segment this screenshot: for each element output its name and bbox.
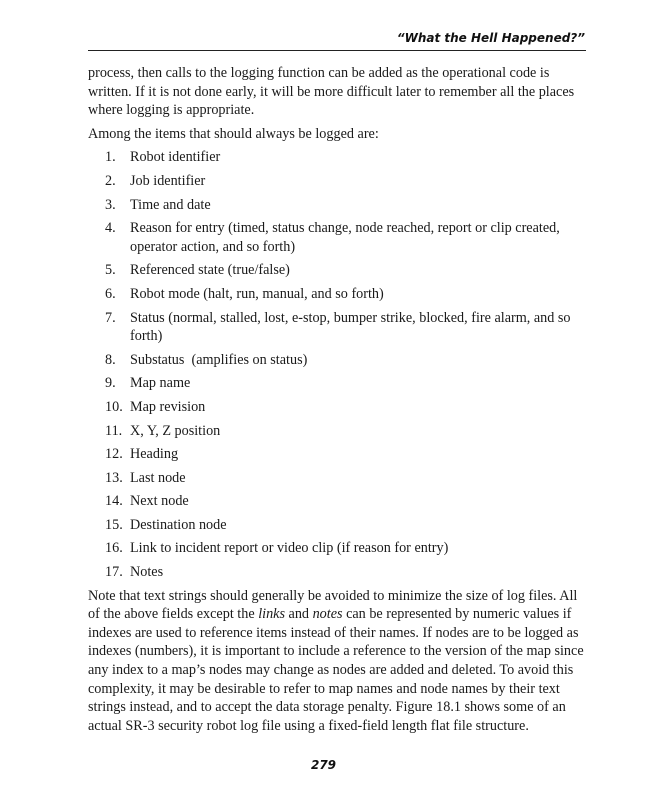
list-item-number: 12.: [105, 446, 123, 463]
intro-paragraph: process, then calls to the logging function can be added as the operational code is written. If it is not done early, it will be more difficult later to remember all the places where logging is appropriate.: [88, 65, 575, 119]
list-item-number: 6.: [105, 285, 116, 302]
list-item-number: 8.: [105, 351, 116, 368]
list-item: [88, 219, 586, 256]
page-number: 279: [310, 758, 337, 772]
list-item-text: Next node: [130, 493, 189, 510]
list-item-text: Time and date: [130, 196, 211, 213]
list-item-text: X, Y, Z position: [130, 422, 221, 439]
list-item: [88, 492, 586, 511]
list-item: [88, 445, 586, 464]
list-item-text: Job identifier: [130, 172, 206, 189]
list-item-text: Status (normal, stalled, lost, e-stop, bumper strike, blocked, fire alarm, and so forth): [130, 309, 571, 345]
list-item-text: Map revision: [130, 398, 206, 415]
list-item-number: 3.: [105, 196, 116, 213]
list-item: [88, 172, 586, 191]
closing-text-part: and: [284, 606, 313, 623]
list-item-text: Robot mode (halt, run, manual, and so forth): [130, 285, 384, 302]
list-item-text: Map name: [130, 375, 191, 392]
list-item-number: 9.: [105, 375, 116, 392]
list-item-text: Notes: [130, 564, 164, 581]
list-item-number: 10.: [105, 398, 123, 415]
list-item-number: 2.: [105, 172, 116, 189]
closing-text-part: can be represented by numeric values if indexes are used to reference items instead of their names. If nodes are to be logged as indexes (numbers), it is important to include a reference to the version of the map since any index to a map’s nodes may change as nodes are added and deleted. To avoid this complexity, it may be desirable to refer to map names and node names by their text strings instead, and to accept the data storage penalty. Figure 18.1 shows some of an actual SR-3 security robot log file using a fixed-field length flat file structure.: [88, 606, 584, 734]
page-body: [88, 64, 586, 735]
list-item-text: Reason for entry (timed, status change, node reached, report or clip created, operator action, and so forth): [130, 220, 560, 255]
list-item: [88, 374, 586, 393]
list-item-number: 15.: [105, 516, 123, 533]
list-item-text: Destination node: [130, 516, 227, 533]
list-item-text: Link to incident report or video clip (if reason for entry): [130, 540, 449, 557]
list-item-text: Robot identifier: [130, 149, 221, 166]
logged-items-list: [88, 148, 586, 581]
list-item-text: Heading: [130, 446, 179, 463]
closing-text-part: Note that text strings should generally be avoided to minimize the size of log files. All of the above fields except the: [88, 587, 578, 623]
list-item: [88, 469, 586, 488]
header-rule: [88, 50, 586, 51]
list-item-number: 11.: [105, 422, 123, 439]
list-item: [88, 148, 586, 167]
list-item: [88, 516, 586, 535]
list-item: [88, 196, 586, 215]
closing-paragraph: [88, 587, 586, 736]
list-item-number: 13.: [105, 469, 123, 486]
list-item-number: 7.: [105, 309, 116, 326]
list-item: [88, 563, 586, 582]
list-item-number: 1.: [105, 149, 116, 166]
list-item: [88, 351, 586, 370]
emphasis-links: links: [258, 606, 285, 623]
list-item-text: Last node: [130, 469, 186, 486]
list-item-text: Substatus (amplifies on status): [130, 351, 308, 368]
list-item-number: 5.: [105, 262, 116, 279]
list-item: [88, 422, 586, 441]
list-item-text: Referenced state (true/false): [130, 262, 290, 279]
emphasis-notes: notes: [312, 606, 343, 623]
list-item: [88, 398, 586, 417]
list-lead-paragraph: Among the items that should always be logged are:: [88, 125, 379, 142]
list-item-number: 17.: [105, 564, 123, 581]
list-item: [88, 261, 586, 280]
list-item: [88, 539, 586, 558]
running-head-title: “What the Hell Happened?”: [396, 31, 585, 45]
list-item: [88, 285, 586, 304]
list-item-number: 16.: [105, 540, 123, 557]
list-item-number: 4.: [105, 220, 116, 237]
list-item-number: 14.: [105, 493, 123, 510]
list-item: [88, 309, 586, 346]
